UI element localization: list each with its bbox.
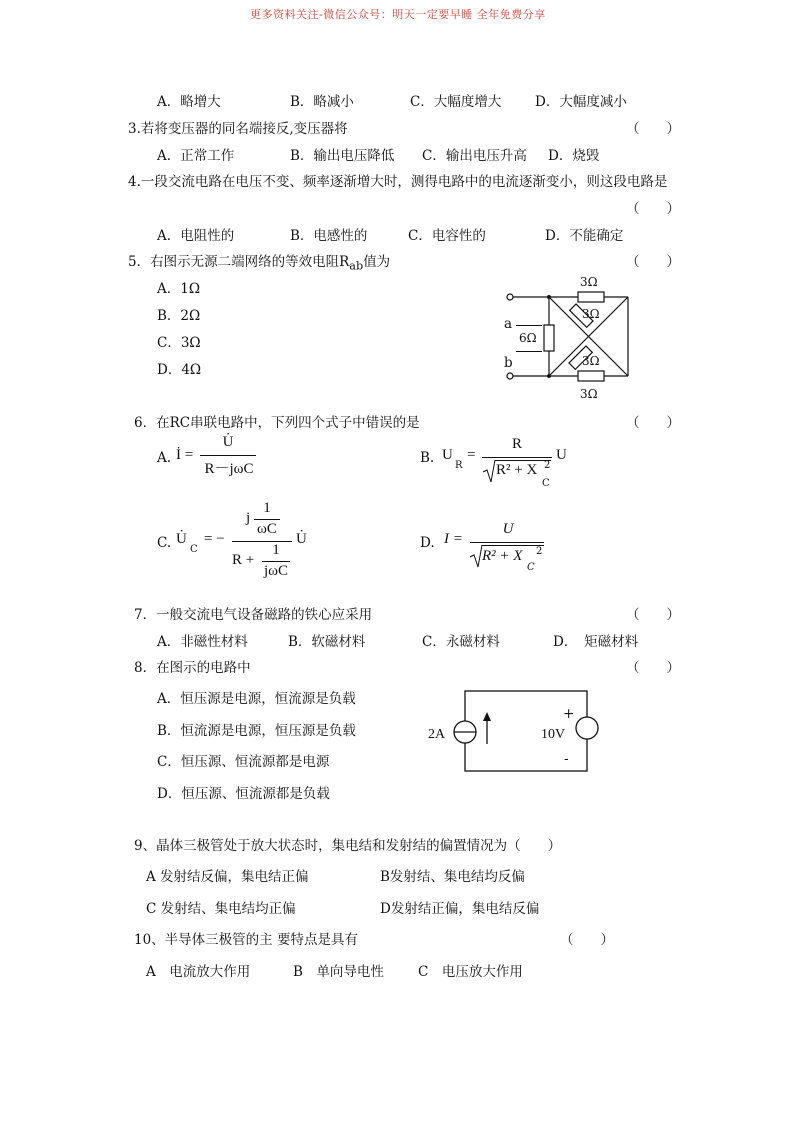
q6-c-lhs-sub: C — [190, 544, 198, 555]
q6-a-numerator: U̇ — [222, 434, 234, 450]
q6-d-sqrt-bar — [482, 545, 544, 546]
q10-stem: 10、半导体三极管的主 要特点是具有 — [134, 932, 358, 948]
q4-option-a: A．电阻性的 — [157, 228, 235, 244]
q8-plus-sign: + — [563, 706, 575, 722]
q6-d-fraction-bar — [470, 542, 544, 543]
q5-option-d: D．4Ω — [157, 362, 202, 378]
q7-stem: 7．一般交流电气设备磁路的铁心应采用 — [134, 607, 373, 623]
q5-node-a: a — [504, 316, 513, 332]
q6-d-den-sub: C — [527, 562, 535, 573]
header-banner: 更多资料关注-微信公众号：明天一定要早睡 全年免费分享 — [250, 8, 546, 21]
q2-option-a: A．略增大 — [157, 94, 221, 110]
q2-option-c: C．大幅度增大 — [410, 94, 502, 110]
q6-d-denominator: R² + X — [482, 548, 523, 564]
q6-b-lhs: U — [442, 447, 453, 463]
q6-c-num-frac-bar — [254, 519, 280, 520]
q6-c-den-pre: R + — [232, 552, 255, 568]
q6-b-den-sup: 2 — [544, 460, 551, 471]
q8-answer-paren: （ ） — [626, 660, 680, 676]
q3-answer-paren: （ ） — [626, 121, 680, 137]
q6-b-den-sub: C — [542, 478, 550, 489]
q5-node-b: b — [504, 355, 513, 371]
q5-label-bracket-bottom — [516, 351, 542, 352]
q10-answer-paren: （ ） — [560, 932, 614, 948]
q10-option-c: C 电压放大作用 — [418, 964, 523, 980]
q6-b-rhs: U — [556, 447, 567, 463]
q3-option-b: B．输出电压降低 — [290, 148, 395, 164]
q5-stem-pre: 5．右图示无源二端网络的等效电阻R — [128, 254, 350, 270]
q6-a-fraction-bar — [200, 455, 256, 456]
q3-option-d: D．烧毁 — [548, 148, 600, 164]
q6-label-a: A. — [157, 450, 172, 466]
q2-option-b: B．略减小 — [290, 94, 354, 110]
q6-c-num-frac-num: 1 — [263, 500, 271, 516]
q8-voltage-label: 10V — [541, 727, 566, 742]
q4-option-b: B．电感性的 — [290, 228, 368, 244]
q7-option-d: D． 矩磁材料 — [553, 634, 639, 650]
q5-option-c: C．3Ω — [157, 335, 201, 351]
q5-stem-sub: ab — [349, 259, 364, 273]
q2-option-d: D．大幅度减小 — [535, 94, 627, 110]
q6-b-fraction-bar — [482, 457, 552, 458]
q6-c-den-frac-bar — [262, 561, 290, 562]
q8-stem: 8．在图示的电路中 — [134, 660, 251, 676]
q6-a-lhs: İ = — [176, 447, 194, 463]
q5-label-r-diag1: 3Ω — [582, 307, 600, 321]
q3-stem: 3.若将变压器的同名端接反,变压器将 — [128, 121, 348, 137]
q5-option-b: B．2Ω — [157, 308, 201, 324]
q6-c-rhs: U̇ — [296, 531, 307, 547]
q5-label-r-left: 6Ω — [519, 331, 537, 345]
q6-b-numerator: R — [511, 436, 522, 452]
q10-option-b: B 单向导电性 — [293, 964, 384, 980]
q6-b-sqrt-sign — [483, 460, 495, 484]
q3-option-a: A．正常工作 — [157, 148, 235, 164]
q6-b-sqrt-bar — [495, 460, 551, 461]
q8-minus-sign: - — [564, 751, 569, 767]
q5-stem — [128, 250, 390, 273]
q6-b-lhs-sub: R — [455, 460, 463, 471]
q5-label-r-diag2: 3Ω — [582, 354, 600, 368]
q4-stem: 4.一段交流电路在电压不变、频率逐渐增大时，测得电路中的电流逐渐变小，则这段电路是 — [128, 174, 668, 190]
q7-option-c: C．永磁材料 — [422, 634, 500, 650]
q5-answer-paren: （ ） — [626, 254, 680, 270]
q8-option-c: C．恒压源、恒流源都是电源 — [157, 754, 330, 770]
q6-b-eq: = — [467, 447, 476, 463]
q6-label-b: B. — [420, 450, 435, 466]
q6-c-den-frac-num: 1 — [272, 542, 280, 558]
q8-option-d: D．恒压源、恒流源都是负载 — [157, 786, 330, 802]
q7-option-b: B．软磁材料 — [288, 634, 366, 650]
q6-label-d: D. — [420, 535, 435, 551]
q5-stem-post: 值为 — [363, 254, 391, 270]
q8-current-label: 2A — [428, 727, 446, 742]
q6-a-denominator: R－jωC — [204, 461, 254, 477]
q6-stem: 6．在RC串联电路中，下列四个式子中错误的是 — [134, 415, 420, 431]
q5-label-bracket-top — [516, 325, 542, 326]
q3-option-c: C．输出电压升高 — [422, 148, 527, 164]
q4-answer-paren: （ ） — [626, 201, 680, 217]
q5-option-a: A．1Ω — [157, 281, 201, 297]
q6-d-den-sup: 2 — [536, 546, 543, 557]
q9-option-a: A 发射结反偏，集电结正偏 — [146, 869, 309, 885]
q8-option-b: B．恒流源是电源，恒压源是负载 — [157, 723, 356, 739]
q6-c-num-pre: j — [246, 510, 251, 526]
q4-option-d: D．不能确定 — [545, 228, 624, 244]
q6-answer-paren: （ ） — [626, 415, 680, 431]
q5-label-r-bottom: 3Ω — [580, 387, 598, 401]
q6-d-sqrt-sign — [470, 545, 482, 569]
q6-c-num-frac-den: ωC — [257, 521, 277, 537]
q6-d-lhs: I = — [444, 531, 463, 547]
q6-c-lhs: U̇ — [176, 531, 187, 547]
q6-label-c: C. — [157, 535, 172, 551]
q7-option-a: A．非磁性材料 — [157, 634, 248, 650]
q8-circuit-diagram — [464, 690, 604, 774]
q4-option-c: C．电容性的 — [408, 228, 486, 244]
q7-answer-paren: （ ） — [626, 607, 680, 623]
q5-label-r-top: 3Ω — [580, 275, 598, 289]
q10-option-a: A 电流放大作用 — [146, 964, 251, 980]
q8-option-a: A．恒压源是电源，恒流源是负载 — [157, 691, 356, 707]
q6-d-numerator: U — [502, 521, 514, 537]
q9-option-d: D发射结正偏，集电结反偏 — [380, 901, 540, 917]
q6-c-eq: = − — [204, 531, 225, 547]
q6-c-den-frac-den: jωC — [263, 563, 289, 579]
q9-stem: 9、晶体三极管处于放大状态时，集电结和发射结的偏置情况为（ ） — [134, 838, 562, 854]
q6-b-denominator: R² + X — [496, 462, 538, 478]
q9-option-c: C 发射结、集电结均正偏 — [146, 901, 296, 917]
q9-option-b: B发射结、集电结均反偏 — [380, 869, 525, 885]
